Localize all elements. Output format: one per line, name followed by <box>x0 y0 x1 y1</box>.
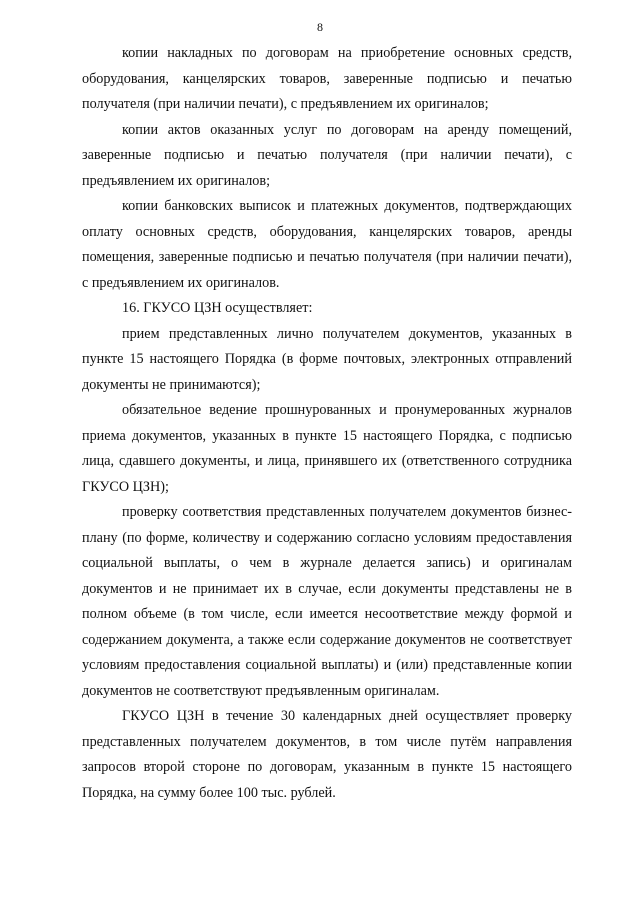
paragraph-verification-period: ГКУСО ЦЗН в течение 30 календарных дней осуществляет проверку представленных получателем документов, в том числе путём направления запросов второй стороне по договорам, указанным в пункте 15 настоящего Порядка, на сумму более 100 тыс. рублей. <box>82 708 572 801</box>
paragraph-conformity-check: проверку соответствия представленных получателем документов бизнес-плану (по форме, количеству и содержанию согласно условиям предоставления социальной выплаты, о чем в журнале делается запись) и оригиналам документов и не принимает их в случае, если документы представлены не в полном объеме (в том числе, если имеется несоответствие между формой и содержанием документа, а также если содержание документов не соответствует условиям предоставления социальной выплаты) и (или) представленные копии документов не соответствуют предъявленным оригиналам. <box>82 504 572 699</box>
paragraph-document-reception: прием представленных лично получателем документов, указанных в пункте 15 настоящего Порядка (в форме почтовых, электронных отправлений документы не принимаются); <box>82 325 572 393</box>
paragraph-invoice-copies: копии накладных по договорам на приобретение основных средств, оборудования, канцелярских товаров, заверенные подписью и печатью получателя (при наличии печати), с предъявлением их оригиналов; <box>82 45 572 112</box>
page-number: 8 <box>317 20 323 34</box>
paragraph-section-16-heading: 16. ГКУСО ЦЗН осуществляет: <box>122 300 313 316</box>
document-body <box>82 41 572 806</box>
paragraph-journal-keeping: обязательное ведение прошнурованных и пронумерованных журналов приема документов, указанных в пункте 15 настоящего Порядка, с подписью лица, сдавшего документы, и лица, принявшего их (ответственного сотрудника ГКУСО ЦЗН); <box>82 402 572 495</box>
paragraph-bank-statement-copies: копии банковских выписок и платежных документов, подтверждающих оплату основных средств, оборудования, канцелярских товаров, аренды помещения, заверенные подписью и печатью получателя (при наличии печати), с предъявлением их оригиналов. <box>82 198 572 291</box>
paragraph-service-act-copies: копии актов оказанных услуг по договорам на аренду помещений, заверенные подписью и печатью получателя (при наличии печати), с предъявлением их оригиналов; <box>82 121 572 189</box>
